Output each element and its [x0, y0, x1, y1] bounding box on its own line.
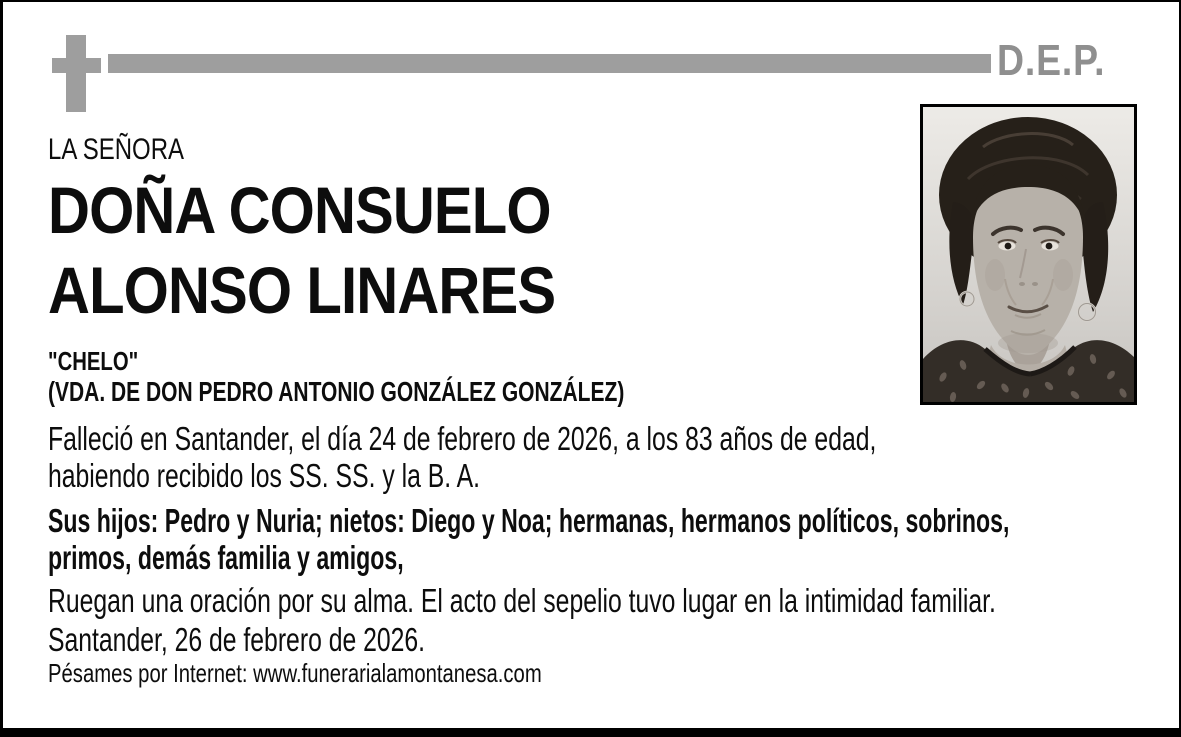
- prayer-line: Ruegan una oración por su alma. El acto del sepelio tuvo lugar en la intimidad familiar.: [48, 582, 996, 619]
- deceased-name-line1: DOÑA CONSUELO: [48, 173, 551, 247]
- cross-icon-arm: [52, 58, 101, 73]
- header-divider-bar: [108, 54, 991, 73]
- family-line2: primos, demás familia y amigos,: [48, 539, 404, 576]
- death-notice-line2: habiendo recibido los SS. SS. y la B. A.: [48, 457, 481, 494]
- death-notice-line1: Falleció en Santander, el día 24 de febrero de 2026, a los 83 años de edad,: [48, 420, 877, 457]
- deceased-name-line2: ALONSO LINARES: [48, 253, 556, 327]
- cross-icon-stem: [66, 35, 86, 112]
- cross-icon: [52, 35, 101, 112]
- family-line1: Sus hijos: Pedro y Nuria; nietos: Diego y Noa; hermanas, hermanos políticos, sobrinos,: [48, 502, 1010, 539]
- courtesy-title: LA SEÑORA: [48, 133, 185, 166]
- widow-of-line: (VDA. DE DON PEDRO ANTONIO GONZÁLEZ GONZÁLEZ): [48, 376, 625, 407]
- dep-abbreviation: D.E.P.: [997, 36, 1106, 85]
- date-place-line: Santander, 26 de febrero de 2026.: [48, 621, 426, 658]
- obituary-text-column: [48, 130, 1158, 688]
- deceased-nickname: "CHELO": [48, 346, 139, 376]
- condolences-website-line: Pésames por Internet: www.funerarialamontanesa.com: [48, 658, 542, 688]
